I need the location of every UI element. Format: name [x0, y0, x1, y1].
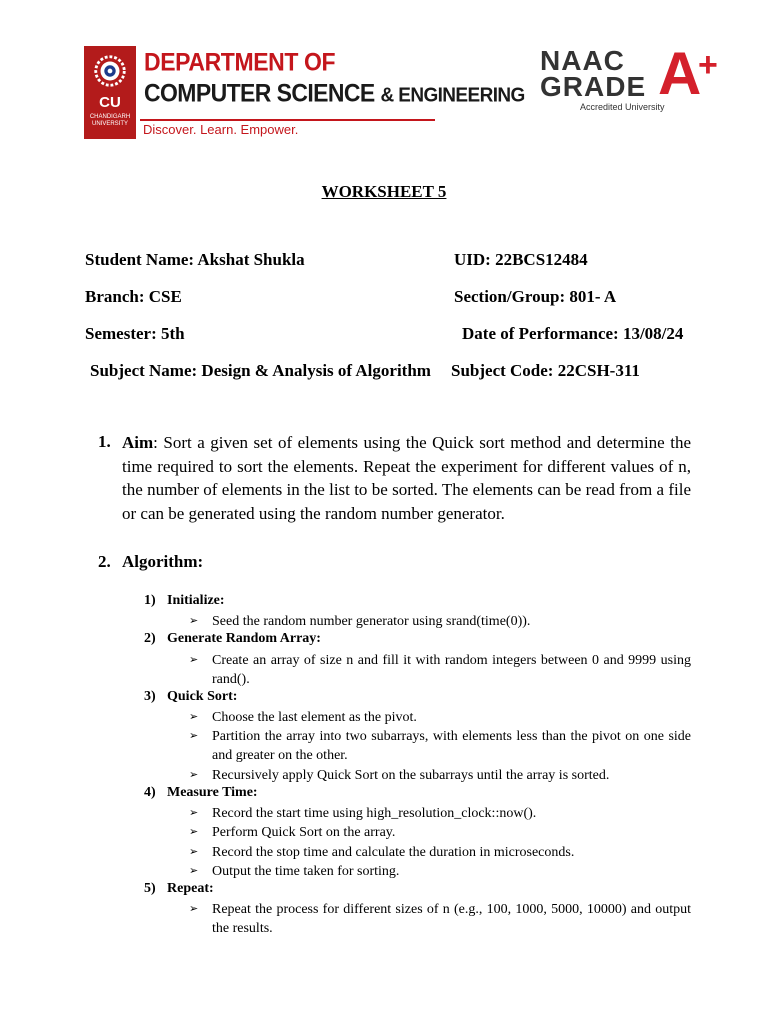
aim-text: : Sort a given set of elements using the Quick sort method and determine the time required to sort the elements. Repeat the experiment for different values of n, the number of elements in the list to be sorted. The elements can be read from a file or can be generated using the random number generator.: [122, 433, 691, 523]
naac-accredited: Accredited University: [580, 102, 665, 112]
arrow-bullet-icon: ➢: [189, 769, 199, 781]
subject-name: Subject Name: Design & Analysis of Algorithm: [90, 361, 431, 380]
university-logo: [84, 46, 136, 139]
department-title-line2: [144, 79, 525, 108]
bullet-text: Record the stop time and calculate the duration in microseconds.: [212, 845, 575, 860]
bullet-text: Choose the last element as the pivot.: [212, 710, 417, 725]
date-of-performance: Date of Performance: 13/08/24: [462, 324, 684, 343]
arrow-bullet-icon: ➢: [189, 654, 199, 666]
step-number: 5): [144, 881, 156, 896]
bullet-text: Output the time taken for sorting.: [212, 864, 400, 879]
subject-code: Subject Code: 22CSH-311: [451, 361, 640, 380]
step-title-text: Initialize:: [167, 593, 225, 608]
algorithm-step-title: [144, 631, 321, 647]
step-title-text: Generate Random Array:: [167, 631, 321, 646]
naac-grade-plus: +: [698, 46, 718, 84]
student-name: Student Name: Akshat Shukla: [85, 250, 305, 269]
arrow-bullet-icon: ➢: [189, 730, 199, 742]
department-title-line1: DEPARTMENT OF: [144, 48, 336, 77]
worksheet-title: WORKSHEET 5: [321, 182, 447, 201]
bullet-text: Perform Quick Sort on the array.: [212, 825, 396, 840]
bullet-text: Repeat the process for different sizes of n (e.g., 100, 1000, 5000, 10000) and output the results.: [212, 902, 691, 936]
step-title-text: Quick Sort:: [167, 689, 238, 704]
gear-emblem-icon: [91, 52, 129, 90]
algorithm-step-title: [144, 785, 258, 801]
naac-label: NAAC: [540, 45, 625, 76]
student-uid: UID: 22BCS12484: [454, 250, 588, 269]
step-bullet: [189, 823, 691, 842]
bullet-text: Partition the array into two subarrays, with elements less than the pivot on one side and greater on the other.: [212, 729, 691, 763]
step-number: 4): [144, 785, 156, 800]
bullet-text: Record the start time using high_resolution_clock::now().: [212, 806, 537, 821]
arrow-bullet-icon: ➢: [189, 903, 199, 915]
arrow-bullet-icon: ➢: [189, 846, 199, 858]
step-number: 3): [144, 689, 156, 704]
arrow-bullet-icon: ➢: [189, 615, 199, 627]
step-title-text: Measure Time:: [167, 785, 258, 800]
aim-paragraph: [122, 431, 691, 525]
step-bullet: [189, 862, 691, 881]
naac-grade-label: GRADE: [540, 71, 647, 102]
bullet-text: Seed the random number generator using srand(time(0)).: [212, 614, 531, 629]
logo-abbreviation: CU: [99, 94, 121, 111]
naac-grade-letter: A: [658, 40, 702, 107]
arrow-bullet-icon: ➢: [189, 711, 199, 723]
arrow-bullet-icon: ➢: [189, 826, 199, 838]
algorithm-number: 2.: [98, 552, 111, 571]
branch: Branch: CSE: [85, 287, 182, 306]
step-bullet: [189, 651, 691, 689]
step-bullet: [189, 727, 691, 765]
arrow-bullet-icon: ➢: [189, 865, 199, 877]
step-title-text: Repeat:: [167, 881, 214, 896]
step-bullet: [189, 612, 691, 631]
bullet-text: Recursively apply Quick Sort on the subarrays until the array is sorted.: [212, 768, 610, 783]
algorithm-step-title: [144, 881, 214, 897]
arrow-bullet-icon: ➢: [189, 807, 199, 819]
step-bullet: [189, 843, 691, 862]
step-bullet: [189, 708, 691, 727]
department-cse: COMPUTER SCIENCE: [144, 79, 375, 108]
tagline: Discover. Learn. Empower.: [143, 122, 299, 137]
page-header: [84, 40, 734, 142]
aim-number: 1.: [98, 432, 111, 451]
step-number: 1): [144, 593, 156, 608]
section-group: Section/Group: 801- A: [454, 287, 617, 306]
step-bullet: [189, 766, 691, 785]
semester: Semester: 5th: [85, 324, 185, 343]
aim-label: Aim: [122, 433, 154, 452]
bullet-text: Create an array of size n and fill it with random integers between 0 and 9999 using rand().: [212, 653, 691, 687]
step-bullet: [189, 900, 691, 938]
department-engineering: & ENGINEERING: [380, 84, 525, 108]
step-bullet: [189, 804, 691, 823]
algorithm-title: Algorithm:: [122, 552, 204, 571]
algorithm-heading: [98, 552, 203, 572]
step-number: 2): [144, 631, 156, 646]
algorithm-step-title: [144, 689, 237, 705]
logo-university-name: CHANDIGARH UNIVERSITY: [89, 114, 131, 127]
algorithm-step-title: [144, 593, 225, 609]
naac-logo: [540, 40, 736, 114]
